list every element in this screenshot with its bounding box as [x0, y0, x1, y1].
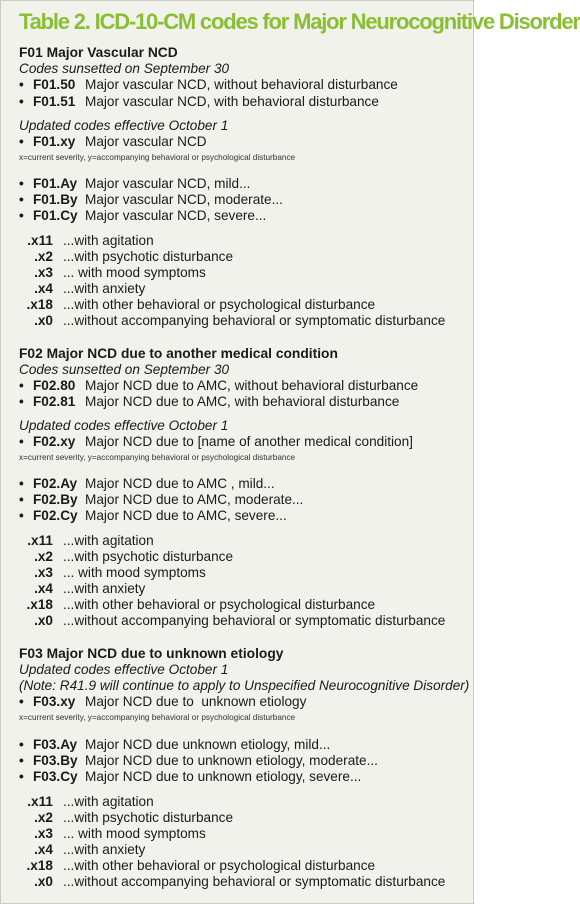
subcode-row: .x4 ...with anxiety — [34, 281, 146, 296]
code-row: • F03.By Major NCD due to unknown etiology, moderate... — [19, 753, 378, 768]
subcode-row: .x0 ...without accompanying behavioral or symptomatic disturbance — [34, 613, 446, 628]
section-heading: F02 Major NCD due to another medical condition — [19, 346, 338, 361]
sunset-label: Codes sunsetted on September 30 — [19, 362, 230, 377]
paren-note: (Note: R41.9 will continue to apply to Unspecified Neurocognitive Disorder) — [19, 678, 470, 693]
subcode-row: .x3 ... with mood symptoms — [34, 265, 206, 280]
code-row: • F01.xy Major vascular NCD — [19, 134, 207, 149]
code-row: • F01.Ay Major vascular NCD, mild... — [19, 176, 251, 191]
subcode-row: .x4 ...with anxiety — [34, 842, 146, 857]
subcode-row: .x18 ...with other behavioral or psychological disturbance — [26, 597, 376, 612]
table-title: Table 2. ICD-10-CM codes for Major Neurocognitive Disorder — [19, 9, 580, 34]
code-row: • F02.Cy Major NCD due to AMC, severe... — [19, 508, 287, 523]
code-row: • F02.81 Major NCD due to AMC, with behavioral disturbance — [19, 394, 400, 409]
code-row: • F01.Cy Major vascular NCD, severe... — [19, 208, 267, 223]
subcode-row: .x11 ...with agitation — [27, 233, 154, 248]
updated-label: Updated codes effective October 1 — [19, 418, 229, 433]
subcode-row: .x11 ...with agitation — [27, 533, 154, 548]
subcode-row: .x3 ... with mood symptoms — [34, 826, 206, 841]
subcode-row: .x11 ...with agitation — [27, 794, 154, 809]
subcode-row: .x3 ... with mood symptoms — [34, 565, 206, 580]
severity-note: x=current severity, y=accompanying behavioral or psychological disturbance — [19, 153, 296, 162]
code-row: • F02.xy Major NCD due to [name of another medical condition] — [19, 434, 413, 449]
section-heading: F01 Major Vascular NCD — [19, 45, 178, 60]
code-row: • F01.51 Major vascular NCD, with behavioral disturbance — [19, 94, 379, 109]
subcode-row: .x18 ...with other behavioral or psychological disturbance — [26, 858, 376, 873]
sunset-label: Codes sunsetted on September 30 — [19, 61, 230, 76]
code-row: • F02.By Major NCD due to AMC, moderate... — [19, 492, 304, 507]
code-row: • F03.Ay Major NCD due unknown etiology, mild... — [19, 737, 331, 752]
subcode-row: .x2 ...with psychotic disturbance — [34, 249, 234, 264]
code-row: • F01.50 Major vascular NCD, without behavioral disturbance — [19, 77, 398, 92]
section-heading: F03 Major NCD due to unknown etiology — [19, 646, 284, 661]
updated-label: Updated codes effective October 1 — [19, 118, 229, 133]
severity-note: x=current severity, y=accompanying behavioral or psychological disturbance — [19, 453, 296, 462]
code-row: • F03.xy Major NCD due to unknown etiology — [19, 694, 307, 709]
severity-note: x=current severity, y=accompanying behavioral or psychological disturbance — [19, 713, 296, 722]
updated-label: Updated codes effective October 1 — [19, 662, 229, 677]
subcode-row: .x0 ...without accompanying behavioral or symptomatic disturbance — [34, 313, 446, 328]
code-row: • F02.80 Major NCD due to AMC, without behavioral disturbance — [19, 378, 419, 393]
code-row: • F02.Ay Major NCD due to AMC , mild... — [19, 476, 275, 491]
subcode-row: .x2 ...with psychotic disturbance — [34, 549, 234, 564]
subcode-row: .x4 ...with anxiety — [34, 581, 146, 596]
subcode-row: .x2 ...with psychotic disturbance — [34, 810, 234, 825]
code-row: • F01.By Major vascular NCD, moderate... — [19, 192, 283, 207]
code-row: • F03.Cy Major NCD due to unknown etiology, severe... — [19, 769, 362, 784]
subcode-row: .x18 ...with other behavioral or psychological disturbance — [26, 297, 376, 312]
subcode-row: .x0 ...without accompanying behavioral or symptomatic disturbance — [34, 874, 446, 889]
